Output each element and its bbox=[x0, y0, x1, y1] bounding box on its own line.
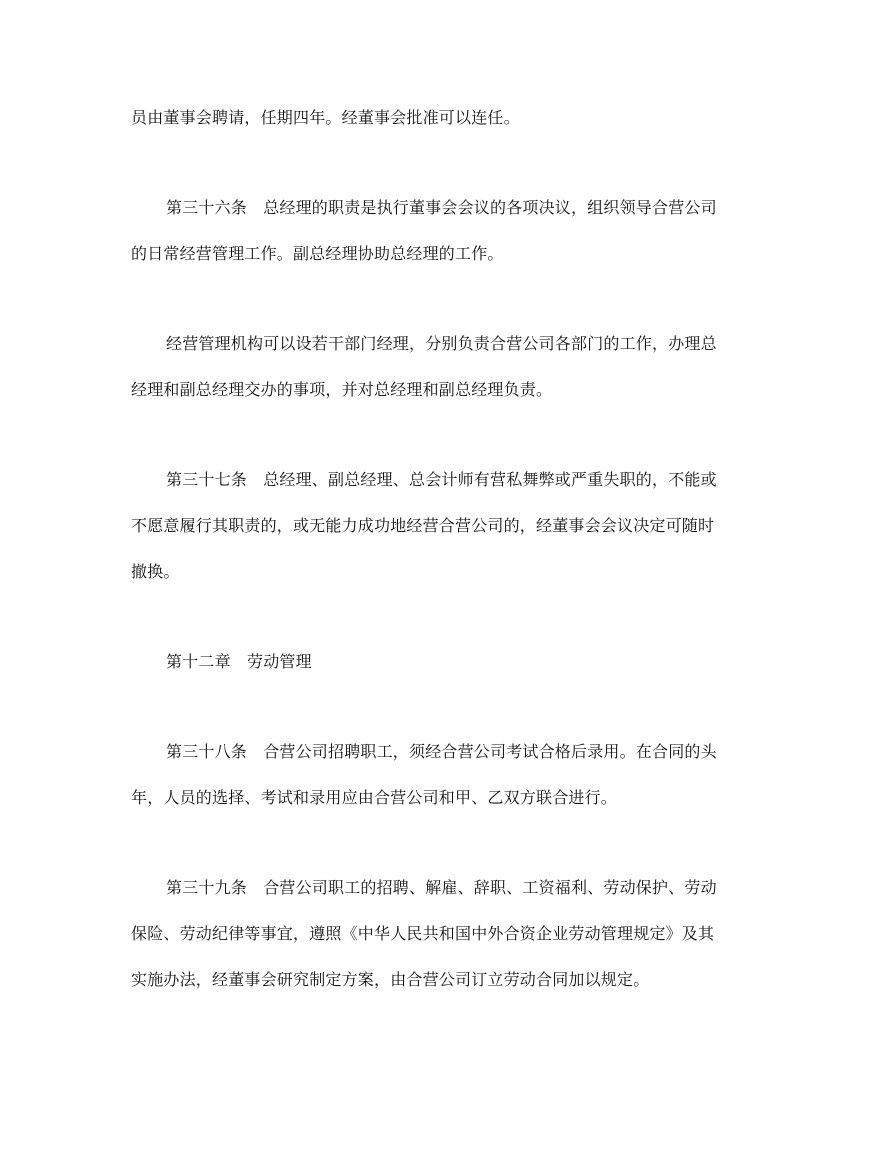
paragraph-line: 员由董事会聘请，任期四年。经董事会批准可以连任。 bbox=[131, 108, 520, 127]
paragraph-line: 经理和副总经理交办的事项，并对总经理和副总经理负责。 bbox=[131, 380, 553, 399]
article-37-line-1: 第三十七条 总经理、副总经理、总会计师有营私舞弊或严重失职的，不能或 bbox=[166, 470, 717, 489]
article-39-line-3: 实施办法，经董事会研究制定方案，由合营公司订立劳动合同加以规定。 bbox=[131, 970, 650, 989]
article-38-line-2: 年，人员的选择、考试和录用应由合营公司和甲、乙双方联合进行。 bbox=[131, 788, 618, 807]
article-39-line-2: 保险、劳动纪律等事宜，遵照《中华人民共和国中外合资企业劳动管理规定》及其 bbox=[131, 924, 715, 943]
article-38-line-1: 第三十八条 合营公司招聘职工，须经合营公司考试合格后录用。在合同的头 bbox=[166, 742, 717, 761]
article-37-line-3: 撤换。 bbox=[131, 562, 180, 581]
chapter-heading: 第十二章 劳动管理 bbox=[166, 652, 312, 671]
article-37-line-2: 不愿意履行其职责的，或无能力成功地经营合营公司的，经董事会会议决定可随时 bbox=[131, 516, 715, 535]
article-39-line-1: 第三十九条 合营公司职工的招聘、解雇、辞职、工资福利、劳动保护、劳动 bbox=[166, 878, 717, 897]
article-36-line-1: 第三十六条 总经理的职责是执行董事会会议的各项决议，组织领导合营公司 bbox=[166, 198, 717, 217]
article-36-line-2: 的日常经营管理工作。副总经理协助总经理的工作。 bbox=[131, 244, 504, 263]
paragraph-line: 经营管理机构可以设若干部门经理，分别负责合营公司各部门的工作，办理总 bbox=[166, 334, 717, 353]
